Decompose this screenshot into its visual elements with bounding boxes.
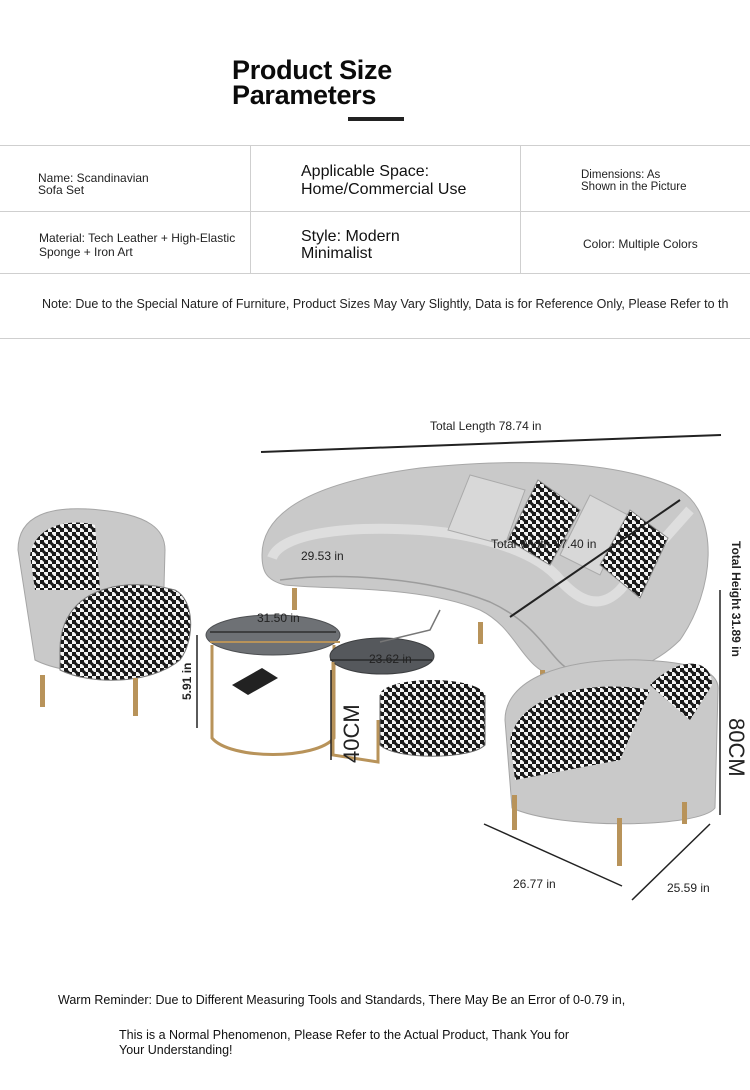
title-line-2: Parameters: [232, 80, 377, 110]
label-total-width: Total Width 47.40 in: [491, 537, 597, 551]
table-column-divider: [250, 145, 251, 273]
spec-style: Style: Modern Minimalist: [301, 228, 400, 262]
product-illustration: [0, 340, 750, 960]
label-sofa-depth: 29.53 in: [301, 549, 344, 563]
spec-applicable-space: Applicable Space: Home/Commercial Use: [301, 163, 467, 198]
reminder-line-2: This is a Normal Phenomenon, Please Refer to the Actual Product, Thank You for Your Understanding!: [119, 1028, 570, 1057]
title-line-1: Product Size: [232, 55, 392, 85]
spec-color: Color: Multiple Colors: [583, 237, 698, 251]
label-chair-depth: 25.59 in: [667, 881, 710, 895]
label-ottoman-height: 40CM: [339, 704, 364, 763]
label-total-length: Total Length 78.74 in: [430, 419, 542, 433]
label-chair-height: 80CM: [724, 718, 749, 777]
reminder-line-1: Warm Reminder: Due to Different Measuring Tools and Standards, There May Be an Error of 0-0.79 in,: [58, 993, 626, 1007]
spec-material: Material: Tech Leather + High-Elastic Sponge + Iron Art: [39, 231, 236, 259]
table-bottom-border: [0, 338, 750, 339]
label-table-height: 5.91 in: [180, 662, 194, 700]
page-title: [232, 55, 392, 110]
spec-dimensions: Dimensions: As Shown in the Picture: [581, 169, 687, 193]
title-underline: [348, 117, 404, 121]
table-row-divider: [0, 211, 750, 212]
note-text: Note: Due to the Special Nature of Furniture, Product Sizes May Vary Slightly, Data is for Reference Only, Please Refer to th: [42, 297, 729, 311]
label-small-table: 23.62 in: [369, 652, 412, 666]
total-length-line: [261, 435, 721, 452]
spec-name: Name: Scandinavian Sofa Set: [38, 171, 149, 197]
label-total-height: Total Height 31.89 in: [729, 541, 743, 657]
table-top-border: [0, 145, 750, 146]
table-row-divider: [0, 273, 750, 274]
table-column-divider: [520, 145, 521, 273]
label-chair-width: 26.77 in: [513, 877, 556, 891]
label-large-table: 31.50 in: [257, 611, 300, 625]
